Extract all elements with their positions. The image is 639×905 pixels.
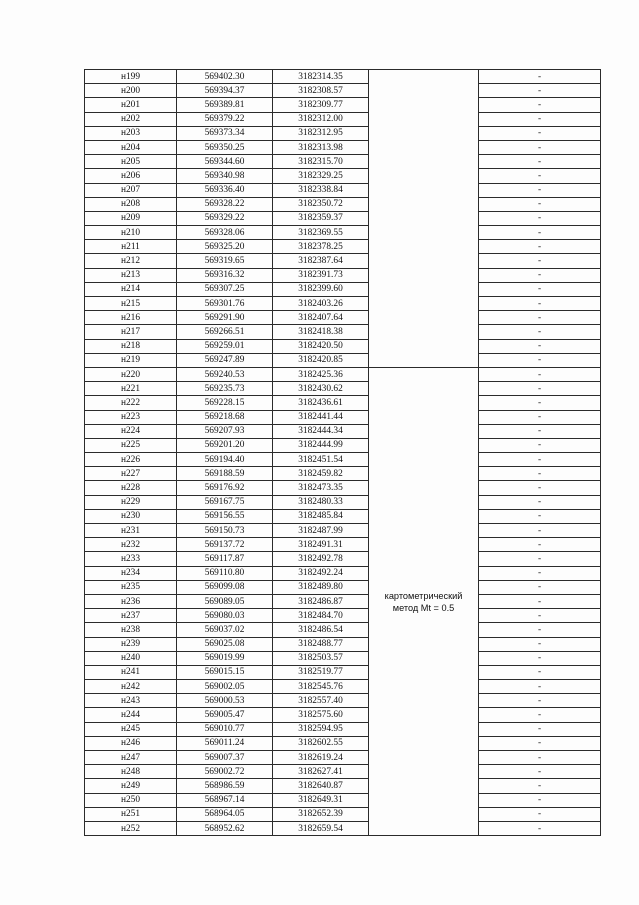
x-coordinate-cell: 569207.93 xyxy=(177,424,273,438)
note-cell: - xyxy=(479,367,601,381)
table-row xyxy=(85,169,601,183)
table-row xyxy=(85,594,601,608)
x-coordinate-cell: 569350.25 xyxy=(177,140,273,154)
point-id-cell: н236 xyxy=(85,594,177,608)
note-cell: - xyxy=(479,112,601,126)
point-id-cell: н213 xyxy=(85,268,177,282)
table-row xyxy=(85,524,601,538)
note-cell: - xyxy=(479,226,601,240)
table-row xyxy=(85,538,601,552)
note-cell: - xyxy=(479,155,601,169)
method-text-line2: метод Mt = 0.5 xyxy=(392,602,455,613)
note-cell: - xyxy=(479,651,601,665)
y-coordinate-cell: 3182309.77 xyxy=(273,98,369,112)
table-row xyxy=(85,807,601,821)
y-coordinate-cell: 3182312.95 xyxy=(273,126,369,140)
table-row xyxy=(85,254,601,268)
point-id-cell: н250 xyxy=(85,793,177,807)
point-id-cell: н229 xyxy=(85,495,177,509)
x-coordinate-cell: 569325.20 xyxy=(177,240,273,254)
point-id-cell: н211 xyxy=(85,240,177,254)
table-row xyxy=(85,424,601,438)
point-id-cell: н207 xyxy=(85,183,177,197)
note-cell: - xyxy=(479,509,601,523)
point-id-cell: н241 xyxy=(85,665,177,679)
point-id-cell: н202 xyxy=(85,112,177,126)
y-coordinate-cell: 3182420.50 xyxy=(273,339,369,353)
table-row xyxy=(85,821,601,835)
point-id-cell: н210 xyxy=(85,226,177,240)
y-coordinate-cell: 3182444.34 xyxy=(273,424,369,438)
point-id-cell: н203 xyxy=(85,126,177,140)
table-row xyxy=(85,694,601,708)
x-coordinate-cell: 569301.76 xyxy=(177,297,273,311)
note-cell: - xyxy=(479,765,601,779)
table-row xyxy=(85,140,601,154)
note-cell: - xyxy=(479,240,601,254)
x-coordinate-cell: 569167.75 xyxy=(177,495,273,509)
x-coordinate-cell: 569137.72 xyxy=(177,538,273,552)
table-row xyxy=(85,765,601,779)
x-coordinate-cell: 569218.68 xyxy=(177,410,273,424)
note-cell: - xyxy=(479,140,601,154)
y-coordinate-cell: 3182519.77 xyxy=(273,665,369,679)
point-id-cell: н224 xyxy=(85,424,177,438)
y-coordinate-cell: 3182436.61 xyxy=(273,396,369,410)
note-cell: - xyxy=(479,481,601,495)
point-id-cell: н227 xyxy=(85,467,177,481)
note-cell: - xyxy=(479,552,601,566)
note-cell: - xyxy=(479,84,601,98)
x-coordinate-cell: 569005.47 xyxy=(177,708,273,722)
y-coordinate-cell: 3182488.77 xyxy=(273,637,369,651)
y-coordinate-cell: 3182503.57 xyxy=(273,651,369,665)
y-coordinate-cell: 3182486.54 xyxy=(273,623,369,637)
point-id-cell: н215 xyxy=(85,297,177,311)
table-row xyxy=(85,282,601,296)
y-coordinate-cell: 3182420.85 xyxy=(273,353,369,367)
y-coordinate-cell: 3182491.31 xyxy=(273,538,369,552)
table-row xyxy=(85,70,601,84)
note-cell: - xyxy=(479,680,601,694)
y-coordinate-cell: 3182430.62 xyxy=(273,382,369,396)
y-coordinate-cell: 3182492.78 xyxy=(273,552,369,566)
table-row xyxy=(85,623,601,637)
point-id-cell: н204 xyxy=(85,140,177,154)
table-row xyxy=(85,382,601,396)
note-cell: - xyxy=(479,438,601,452)
table-row xyxy=(85,722,601,736)
note-cell: - xyxy=(479,453,601,467)
x-coordinate-cell: 569266.51 xyxy=(177,325,273,339)
point-id-cell: н209 xyxy=(85,211,177,225)
x-coordinate-cell: 569015.15 xyxy=(177,665,273,679)
note-cell: - xyxy=(479,821,601,835)
point-id-cell: н244 xyxy=(85,708,177,722)
table-row xyxy=(85,211,601,225)
point-id-cell: н217 xyxy=(85,325,177,339)
method-cell-empty xyxy=(369,70,479,368)
point-id-cell: н247 xyxy=(85,751,177,765)
point-id-cell: н205 xyxy=(85,155,177,169)
note-cell: - xyxy=(479,637,601,651)
table-row xyxy=(85,311,601,325)
x-coordinate-cell: 569099.08 xyxy=(177,580,273,594)
note-cell: - xyxy=(479,169,601,183)
y-coordinate-cell: 3182407.64 xyxy=(273,311,369,325)
table-row xyxy=(85,779,601,793)
point-id-cell: н199 xyxy=(85,70,177,84)
table-row xyxy=(85,552,601,566)
table-row xyxy=(85,367,601,381)
x-coordinate-cell: 569117.87 xyxy=(177,552,273,566)
x-coordinate-cell: 569037.02 xyxy=(177,623,273,637)
y-coordinate-cell: 3182313.98 xyxy=(273,140,369,154)
x-coordinate-cell: 569025.08 xyxy=(177,637,273,651)
note-cell: - xyxy=(479,410,601,424)
point-id-cell: н226 xyxy=(85,453,177,467)
note-cell: - xyxy=(479,424,601,438)
y-coordinate-cell: 3182441.44 xyxy=(273,410,369,424)
table-row xyxy=(85,751,601,765)
x-coordinate-cell: 569002.72 xyxy=(177,765,273,779)
y-coordinate-cell: 3182484.70 xyxy=(273,609,369,623)
y-coordinate-cell: 3182451.54 xyxy=(273,453,369,467)
note-cell: - xyxy=(479,736,601,750)
x-coordinate-cell: 569156.55 xyxy=(177,509,273,523)
point-id-cell: н248 xyxy=(85,765,177,779)
point-id-cell: н222 xyxy=(85,396,177,410)
table-row xyxy=(85,708,601,722)
point-id-cell: н221 xyxy=(85,382,177,396)
note-cell: - xyxy=(479,70,601,84)
table-row xyxy=(85,112,601,126)
y-coordinate-cell: 3182594.95 xyxy=(273,722,369,736)
point-id-cell: н234 xyxy=(85,566,177,580)
table-row xyxy=(85,453,601,467)
point-id-cell: н219 xyxy=(85,353,177,367)
point-id-cell: н223 xyxy=(85,410,177,424)
point-id-cell: н225 xyxy=(85,438,177,452)
note-cell: - xyxy=(479,183,601,197)
x-coordinate-cell: 569259.01 xyxy=(177,339,273,353)
x-coordinate-cell: 569089.05 xyxy=(177,594,273,608)
note-cell: - xyxy=(479,382,601,396)
table-row xyxy=(85,155,601,169)
note-cell: - xyxy=(479,722,601,736)
note-cell: - xyxy=(479,297,601,311)
table-row xyxy=(85,325,601,339)
x-coordinate-cell: 569344.60 xyxy=(177,155,273,169)
x-coordinate-cell: 569188.59 xyxy=(177,467,273,481)
note-cell: - xyxy=(479,98,601,112)
table-row xyxy=(85,438,601,452)
y-coordinate-cell: 3182575.60 xyxy=(273,708,369,722)
point-id-cell: н252 xyxy=(85,821,177,835)
x-coordinate-cell: 569201.20 xyxy=(177,438,273,452)
table-row xyxy=(85,680,601,694)
y-coordinate-cell: 3182444.99 xyxy=(273,438,369,452)
point-id-cell: н239 xyxy=(85,637,177,651)
point-id-cell: н218 xyxy=(85,339,177,353)
y-coordinate-cell: 3182403.26 xyxy=(273,297,369,311)
x-coordinate-cell: 568986.59 xyxy=(177,779,273,793)
y-coordinate-cell: 3182480.33 xyxy=(273,495,369,509)
point-id-cell: н242 xyxy=(85,680,177,694)
table-row xyxy=(85,353,601,367)
note-cell: - xyxy=(479,694,601,708)
point-id-cell: н238 xyxy=(85,623,177,637)
table-row xyxy=(85,609,601,623)
table-row xyxy=(85,509,601,523)
point-id-cell: н233 xyxy=(85,552,177,566)
y-coordinate-cell: 3182315.70 xyxy=(273,155,369,169)
y-coordinate-cell: 3182485.84 xyxy=(273,509,369,523)
table-row xyxy=(85,651,601,665)
note-cell: - xyxy=(479,467,601,481)
x-coordinate-cell: 569080.03 xyxy=(177,609,273,623)
point-id-cell: н206 xyxy=(85,169,177,183)
y-coordinate-cell: 3182312.00 xyxy=(273,112,369,126)
y-coordinate-cell: 3182338.84 xyxy=(273,183,369,197)
point-id-cell: н216 xyxy=(85,311,177,325)
coordinates-table xyxy=(84,69,601,836)
x-coordinate-cell: 569176.92 xyxy=(177,481,273,495)
note-cell: - xyxy=(479,566,601,580)
point-id-cell: н230 xyxy=(85,509,177,523)
y-coordinate-cell: 3182425.36 xyxy=(273,367,369,381)
x-coordinate-cell: 569316.32 xyxy=(177,268,273,282)
point-id-cell: н228 xyxy=(85,481,177,495)
table-row xyxy=(85,84,601,98)
y-coordinate-cell: 3182652.39 xyxy=(273,807,369,821)
table-row xyxy=(85,126,601,140)
y-coordinate-cell: 3182387.64 xyxy=(273,254,369,268)
table-row xyxy=(85,98,601,112)
table-row xyxy=(85,467,601,481)
point-id-cell: н208 xyxy=(85,197,177,211)
x-coordinate-cell: 569340.98 xyxy=(177,169,273,183)
x-coordinate-cell: 569328.06 xyxy=(177,226,273,240)
x-coordinate-cell: 569291.90 xyxy=(177,311,273,325)
y-coordinate-cell: 3182649.31 xyxy=(273,793,369,807)
point-id-cell: н214 xyxy=(85,282,177,296)
note-cell: - xyxy=(479,126,601,140)
point-id-cell: н237 xyxy=(85,609,177,623)
x-coordinate-cell: 569002.05 xyxy=(177,680,273,694)
table-row xyxy=(85,580,601,594)
table-row xyxy=(85,297,601,311)
note-cell: - xyxy=(479,538,601,552)
table-row xyxy=(85,268,601,282)
note-cell: - xyxy=(479,353,601,367)
method-text-line1: картометрический xyxy=(384,590,463,601)
table-row xyxy=(85,183,601,197)
point-id-cell: н231 xyxy=(85,524,177,538)
point-id-cell: н220 xyxy=(85,367,177,381)
note-cell: - xyxy=(479,609,601,623)
y-coordinate-cell: 3182378.25 xyxy=(273,240,369,254)
y-coordinate-cell: 3182314.35 xyxy=(273,70,369,84)
x-coordinate-cell: 569228.15 xyxy=(177,396,273,410)
y-coordinate-cell: 3182557.40 xyxy=(273,694,369,708)
note-cell: - xyxy=(479,197,601,211)
note-cell: - xyxy=(479,793,601,807)
coordinates-table-body xyxy=(85,70,601,836)
y-coordinate-cell: 3182399.60 xyxy=(273,282,369,296)
y-coordinate-cell: 3182359.37 xyxy=(273,211,369,225)
point-id-cell: н249 xyxy=(85,779,177,793)
point-id-cell: н201 xyxy=(85,98,177,112)
note-cell: - xyxy=(479,580,601,594)
y-coordinate-cell: 3182473.35 xyxy=(273,481,369,495)
note-cell: - xyxy=(479,339,601,353)
table-row xyxy=(85,793,601,807)
y-coordinate-cell: 3182350.72 xyxy=(273,197,369,211)
y-coordinate-cell: 3182459.82 xyxy=(273,467,369,481)
note-cell: - xyxy=(479,211,601,225)
y-coordinate-cell: 3182489.80 xyxy=(273,580,369,594)
point-id-cell: н212 xyxy=(85,254,177,268)
table-row xyxy=(85,240,601,254)
x-coordinate-cell: 569373.34 xyxy=(177,126,273,140)
table-row xyxy=(85,410,601,424)
note-cell: - xyxy=(479,779,601,793)
x-coordinate-cell: 569402.30 xyxy=(177,70,273,84)
point-id-cell: н232 xyxy=(85,538,177,552)
note-cell: - xyxy=(479,325,601,339)
x-coordinate-cell: 569194.40 xyxy=(177,453,273,467)
note-cell: - xyxy=(479,751,601,765)
x-coordinate-cell: 569394.37 xyxy=(177,84,273,98)
table-row xyxy=(85,339,601,353)
y-coordinate-cell: 3182308.57 xyxy=(273,84,369,98)
note-cell: - xyxy=(479,807,601,821)
y-coordinate-cell: 3182640.87 xyxy=(273,779,369,793)
point-id-cell: н246 xyxy=(85,736,177,750)
y-coordinate-cell: 3182391.73 xyxy=(273,268,369,282)
x-coordinate-cell: 569336.40 xyxy=(177,183,273,197)
point-id-cell: н243 xyxy=(85,694,177,708)
note-cell: - xyxy=(479,665,601,679)
x-coordinate-cell: 569307.25 xyxy=(177,282,273,296)
point-id-cell: н235 xyxy=(85,580,177,594)
x-coordinate-cell: 569007.37 xyxy=(177,751,273,765)
x-coordinate-cell: 568964.05 xyxy=(177,807,273,821)
note-cell: - xyxy=(479,594,601,608)
x-coordinate-cell: 569235.73 xyxy=(177,382,273,396)
y-coordinate-cell: 3182545.76 xyxy=(273,680,369,694)
table-row xyxy=(85,481,601,495)
x-coordinate-cell: 569247.89 xyxy=(177,353,273,367)
y-coordinate-cell: 3182369.55 xyxy=(273,226,369,240)
x-coordinate-cell: 569010.77 xyxy=(177,722,273,736)
point-id-cell: н245 xyxy=(85,722,177,736)
table-row xyxy=(85,736,601,750)
y-coordinate-cell: 3182627.41 xyxy=(273,765,369,779)
table-row xyxy=(85,665,601,679)
table-row xyxy=(85,396,601,410)
y-coordinate-cell: 3182602.55 xyxy=(273,736,369,750)
note-cell: - xyxy=(479,311,601,325)
x-coordinate-cell: 569110.80 xyxy=(177,566,273,580)
x-coordinate-cell: 569328.22 xyxy=(177,197,273,211)
note-cell: - xyxy=(479,524,601,538)
x-coordinate-cell: 569000.53 xyxy=(177,694,273,708)
y-coordinate-cell: 3182486.87 xyxy=(273,594,369,608)
point-id-cell: н251 xyxy=(85,807,177,821)
point-id-cell: н200 xyxy=(85,84,177,98)
note-cell: - xyxy=(479,396,601,410)
y-coordinate-cell: 3182487.99 xyxy=(273,524,369,538)
note-cell: - xyxy=(479,495,601,509)
x-coordinate-cell: 568952.62 xyxy=(177,821,273,835)
table-row xyxy=(85,566,601,580)
x-coordinate-cell: 569379.22 xyxy=(177,112,273,126)
x-coordinate-cell: 569319.65 xyxy=(177,254,273,268)
note-cell: - xyxy=(479,708,601,722)
table-row xyxy=(85,495,601,509)
x-coordinate-cell: 568967.14 xyxy=(177,793,273,807)
point-id-cell: н240 xyxy=(85,651,177,665)
table-row xyxy=(85,637,601,651)
note-cell: - xyxy=(479,282,601,296)
note-cell: - xyxy=(479,268,601,282)
note-cell: - xyxy=(479,623,601,637)
y-coordinate-cell: 3182659.54 xyxy=(273,821,369,835)
y-coordinate-cell: 3182329.25 xyxy=(273,169,369,183)
x-coordinate-cell: 569389.81 xyxy=(177,98,273,112)
x-coordinate-cell: 569240.53 xyxy=(177,367,273,381)
y-coordinate-cell: 3182418.38 xyxy=(273,325,369,339)
table-row xyxy=(85,226,601,240)
note-cell: - xyxy=(479,254,601,268)
x-coordinate-cell: 569011.24 xyxy=(177,736,273,750)
y-coordinate-cell: 3182492.24 xyxy=(273,566,369,580)
table-row xyxy=(85,197,601,211)
x-coordinate-cell: 569329.22 xyxy=(177,211,273,225)
x-coordinate-cell: 569150.73 xyxy=(177,524,273,538)
y-coordinate-cell: 3182619.24 xyxy=(273,751,369,765)
x-coordinate-cell: 569019.99 xyxy=(177,651,273,665)
method-cell xyxy=(369,367,479,835)
